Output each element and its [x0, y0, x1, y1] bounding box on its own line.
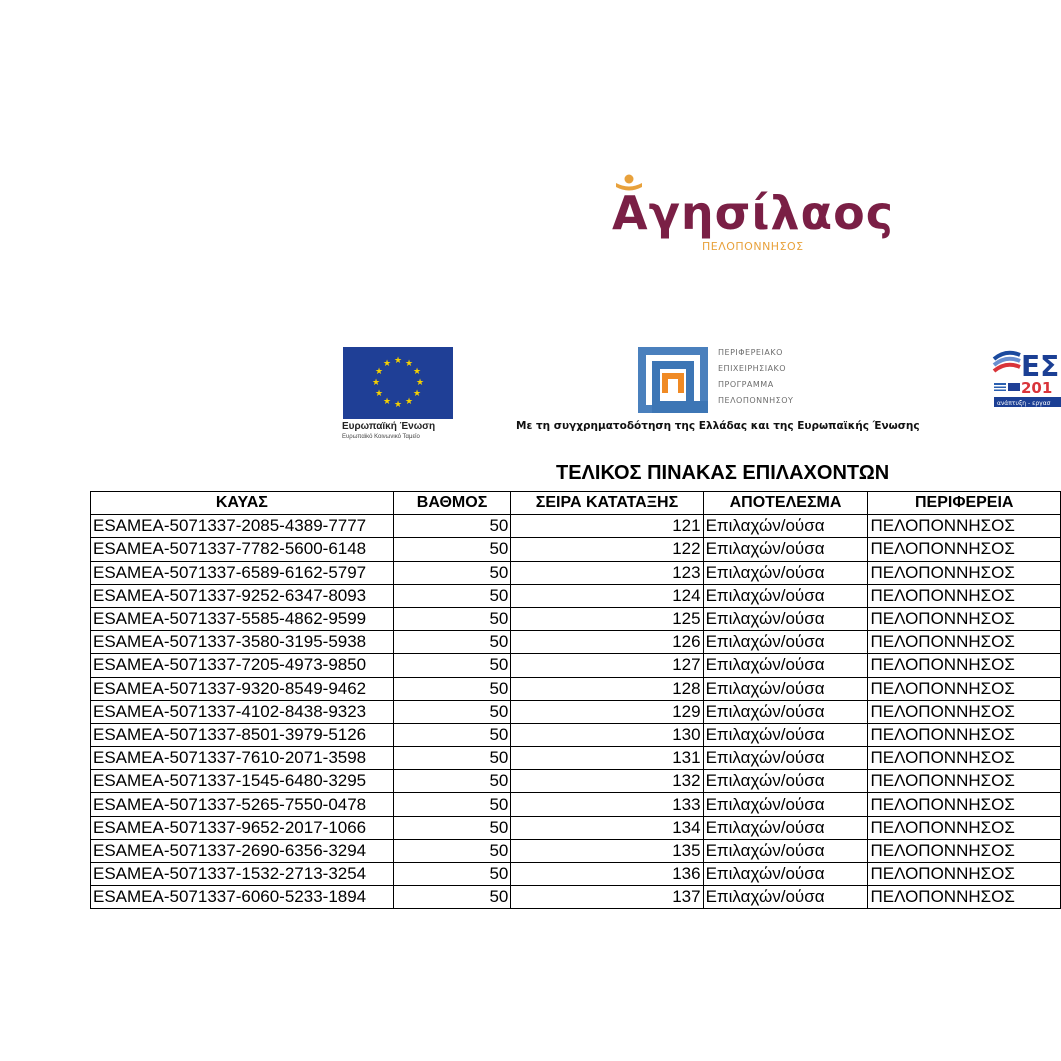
cell-score: 50 — [393, 561, 511, 584]
cell-kayas: ESAMEA-5071337-6060-5233-1894 — [91, 886, 394, 909]
table-row — [91, 839, 1061, 862]
cell-kayas: ESAMEA-5071337-2690-6356-3294 — [91, 839, 394, 862]
pep-line-2: ΕΠΙΧΕΙΡΗΣΙΑΚΟ — [718, 364, 787, 373]
cell-score: 50 — [393, 839, 511, 862]
cell-kayas: ESAMEA-5071337-8501-3979-5126 — [91, 723, 394, 746]
eu-subtitle: Ευρωπαϊκό Κοινωνικό Ταμείο — [342, 434, 420, 440]
cell-kayas: ESAMEA-5071337-9652-2017-1066 — [91, 816, 394, 839]
cell-score: 50 — [393, 538, 511, 561]
cell-rank: 136 — [511, 863, 703, 886]
cell-region: ΠΕΛΟΠΟΝΝΗΣΟΣ — [868, 700, 1061, 723]
svg-text:201: 201 — [1021, 379, 1053, 397]
cell-kayas: ESAMEA-5071337-7610-2071-3598 — [91, 747, 394, 770]
svg-text:★: ★ — [382, 359, 392, 369]
cell-result: Επιλαχών/ούσα — [703, 886, 868, 909]
cell-result: Επιλαχών/ούσα — [703, 839, 868, 862]
cell-score: 50 — [393, 584, 511, 607]
cell-rank: 137 — [511, 886, 703, 909]
svg-text:★: ★ — [412, 389, 422, 399]
cell-rank: 130 — [511, 723, 703, 746]
pep-line-1: ΠΕΡΙΦΕΡΕΙΑΚΟ — [718, 348, 783, 357]
table-row — [91, 747, 1061, 770]
cell-region: ΠΕΛΟΠΟΝΝΗΣΟΣ — [868, 538, 1061, 561]
cell-score: 50 — [393, 747, 511, 770]
cell-result: Επιλαχών/ούσα — [703, 631, 868, 654]
cell-result: Επιλαχών/ούσα — [703, 770, 868, 793]
cell-region: ΠΕΛΟΠΟΝΝΗΣΟΣ — [868, 631, 1061, 654]
cell-kayas: ESAMEA-5071337-9252-6347-8093 — [91, 584, 394, 607]
cell-score: 50 — [393, 677, 511, 700]
cell-kayas: ESAMEA-5071337-9320-8549-9462 — [91, 677, 394, 700]
cell-rank: 121 — [511, 515, 703, 538]
cell-result: Επιλαχών/ούσα — [703, 677, 868, 700]
cell-score: 50 — [393, 700, 511, 723]
cell-region: ΠΕΛΟΠΟΝΝΗΣΟΣ — [868, 816, 1061, 839]
cell-kayas: ESAMEA-5071337-3580-3195-5938 — [91, 631, 394, 654]
pep-line-3: ΠΡΟΓΡΑΜΜΑ — [718, 380, 774, 389]
cell-region: ΠΕΛΟΠΟΝΝΗΣΟΣ — [868, 886, 1061, 909]
cell-rank: 124 — [511, 584, 703, 607]
cell-rank: 135 — [511, 839, 703, 862]
svg-text:★: ★ — [393, 356, 403, 366]
table-row — [91, 723, 1061, 746]
eu-logo — [340, 347, 455, 447]
header-score: ΒΑΘΜΟΣ — [393, 492, 511, 515]
cell-region: ΠΕΛΟΠΟΝΝΗΣΟΣ — [868, 793, 1061, 816]
cell-kayas: ESAMEA-5071337-2085-4389-7777 — [91, 515, 394, 538]
cell-kayas: ESAMEA-5071337-4102-8438-9323 — [91, 700, 394, 723]
cell-score: 50 — [393, 886, 511, 909]
svg-text:★: ★ — [371, 378, 381, 388]
cell-kayas: ESAMEA-5071337-5585-4862-9599 — [91, 607, 394, 630]
cell-region: ΠΕΛΟΠΟΝΝΗΣΟΣ — [868, 723, 1061, 746]
header-region: ΠΕΡΙΦΕΡΕΙΑ — [868, 492, 1061, 515]
cell-region: ΠΕΛΟΠΟΝΝΗΣΟΣ — [868, 654, 1061, 677]
cell-score: 50 — [393, 863, 511, 886]
cell-result: Επιλαχών/ούσα — [703, 700, 868, 723]
agesilaos-subtitle: ΠΕΛΟΠΟΝΝΗΣΟΣ — [702, 240, 804, 253]
cell-result: Επιλαχών/ούσα — [703, 584, 868, 607]
cell-region: ΠΕΛΟΠΟΝΝΗΣΟΣ — [868, 515, 1061, 538]
cell-result: Επιλαχών/ούσα — [703, 723, 868, 746]
cell-result: Επιλαχών/ούσα — [703, 654, 868, 677]
svg-text:★: ★ — [393, 400, 403, 410]
cell-kayas: ESAMEA-5071337-5265-7550-0478 — [91, 793, 394, 816]
cell-region: ΠΕΛΟΠΟΝΝΗΣΟΣ — [868, 677, 1061, 700]
pep-line-4: ΠΕΛΟΠΟΝΝΗΣΟΥ — [718, 396, 794, 405]
agesilaos-wordmark: Αγησίλαος — [612, 186, 895, 240]
pep-text — [718, 345, 793, 409]
cell-rank: 126 — [511, 631, 703, 654]
table-title: ΤΕΛΙΚΟΣ ΠΙΝΑΚΑΣ ΕΠΙΛΑΧΟΝΤΩΝ — [556, 462, 890, 484]
cell-region: ΠΕΛΟΠΟΝΝΗΣΟΣ — [868, 561, 1061, 584]
table-row — [91, 515, 1061, 538]
pep-logo — [638, 345, 838, 415]
cell-result: Επιλαχών/ούσα — [703, 747, 868, 770]
espa-mark-icon — [992, 345, 1061, 415]
svg-text:★: ★ — [404, 397, 414, 407]
cell-result: Επιλαχών/ούσα — [703, 863, 868, 886]
cell-rank: 127 — [511, 654, 703, 677]
header-rank: ΣΕΙΡΑ ΚΑΤΑΤΑΞΗΣ — [511, 492, 703, 515]
eu-flag-icon — [343, 347, 453, 419]
svg-text:★: ★ — [374, 367, 384, 377]
cell-rank: 123 — [511, 561, 703, 584]
cell-rank: 122 — [511, 538, 703, 561]
cell-rank: 134 — [511, 816, 703, 839]
cell-rank: 125 — [511, 607, 703, 630]
pi-square-icon — [638, 347, 708, 413]
cell-result: Επιλαχών/ούσα — [703, 561, 868, 584]
cell-score: 50 — [393, 515, 511, 538]
cell-region: ΠΕΛΟΠΟΝΝΗΣΟΣ — [868, 770, 1061, 793]
cell-kayas: ESAMEA-5071337-1532-2713-3254 — [91, 863, 394, 886]
cell-rank: 131 — [511, 747, 703, 770]
cell-score: 50 — [393, 770, 511, 793]
cell-score: 50 — [393, 607, 511, 630]
cell-rank: 128 — [511, 677, 703, 700]
cell-region: ΠΕΛΟΠΟΝΝΗΣΟΣ — [868, 863, 1061, 886]
cell-score: 50 — [393, 793, 511, 816]
table-header-row — [91, 492, 1061, 515]
header-kayas: ΚΑΥΑΣ — [91, 492, 394, 515]
svg-text:ανάπτυξη - εργασ: ανάπτυξη - εργασ — [997, 400, 1051, 407]
cell-score: 50 — [393, 631, 511, 654]
table-row — [91, 654, 1061, 677]
svg-text:★: ★ — [374, 389, 384, 399]
table-row — [91, 863, 1061, 886]
cell-region: ΠΕΛΟΠΟΝΝΗΣΟΣ — [868, 584, 1061, 607]
cell-result: Επιλαχών/ούσα — [703, 515, 868, 538]
table-row — [91, 793, 1061, 816]
agesilaos-logo — [600, 168, 895, 263]
espa-logo — [992, 345, 1061, 415]
table-row — [91, 538, 1061, 561]
table-row — [91, 607, 1061, 630]
svg-text:ΕΣ: ΕΣ — [1021, 350, 1060, 383]
cell-result: Επιλαχών/ούσα — [703, 607, 868, 630]
cell-region: ΠΕΛΟΠΟΝΝΗΣΟΣ — [868, 607, 1061, 630]
table-row — [91, 700, 1061, 723]
cell-result: Επιλαχών/ούσα — [703, 816, 868, 839]
cell-result: Επιλαχών/ούσα — [703, 538, 868, 561]
cell-score: 50 — [393, 816, 511, 839]
table-row — [91, 816, 1061, 839]
cell-rank: 132 — [511, 770, 703, 793]
cell-kayas: ESAMEA-5071337-7782-5600-6148 — [91, 538, 394, 561]
table-row — [91, 677, 1061, 700]
cell-score: 50 — [393, 723, 511, 746]
svg-text:★: ★ — [382, 397, 392, 407]
cell-kayas: ESAMEA-5071337-6589-6162-5797 — [91, 561, 394, 584]
results-table — [90, 491, 1061, 909]
cell-result: Επιλαχών/ούσα — [703, 793, 868, 816]
header-result: ΑΠΟΤΕΛΕΣΜΑ — [703, 492, 868, 515]
table-row — [91, 770, 1061, 793]
cell-rank: 133 — [511, 793, 703, 816]
table-row — [91, 886, 1061, 909]
svg-text:★: ★ — [404, 359, 414, 369]
table-row — [91, 561, 1061, 584]
svg-text:★: ★ — [415, 378, 425, 388]
cell-kayas: ESAMEA-5071337-7205-4973-9850 — [91, 654, 394, 677]
eu-title: Ευρωπαϊκή Ένωση — [342, 421, 436, 432]
cell-region: ΠΕΛΟΠΟΝΝΗΣΟΣ — [868, 839, 1061, 862]
table-row — [91, 631, 1061, 654]
cell-score: 50 — [393, 654, 511, 677]
table-row — [91, 584, 1061, 607]
cell-region: ΠΕΛΟΠΟΝΝΗΣΟΣ — [868, 747, 1061, 770]
cell-rank: 129 — [511, 700, 703, 723]
svg-text:★: ★ — [412, 367, 422, 377]
cell-kayas: ESAMEA-5071337-1545-6480-3295 — [91, 770, 394, 793]
cofunding-text: Με τη συγχρηματοδότηση της Ελλάδας και της Ευρωπαϊκής Ένωσης — [516, 420, 920, 432]
